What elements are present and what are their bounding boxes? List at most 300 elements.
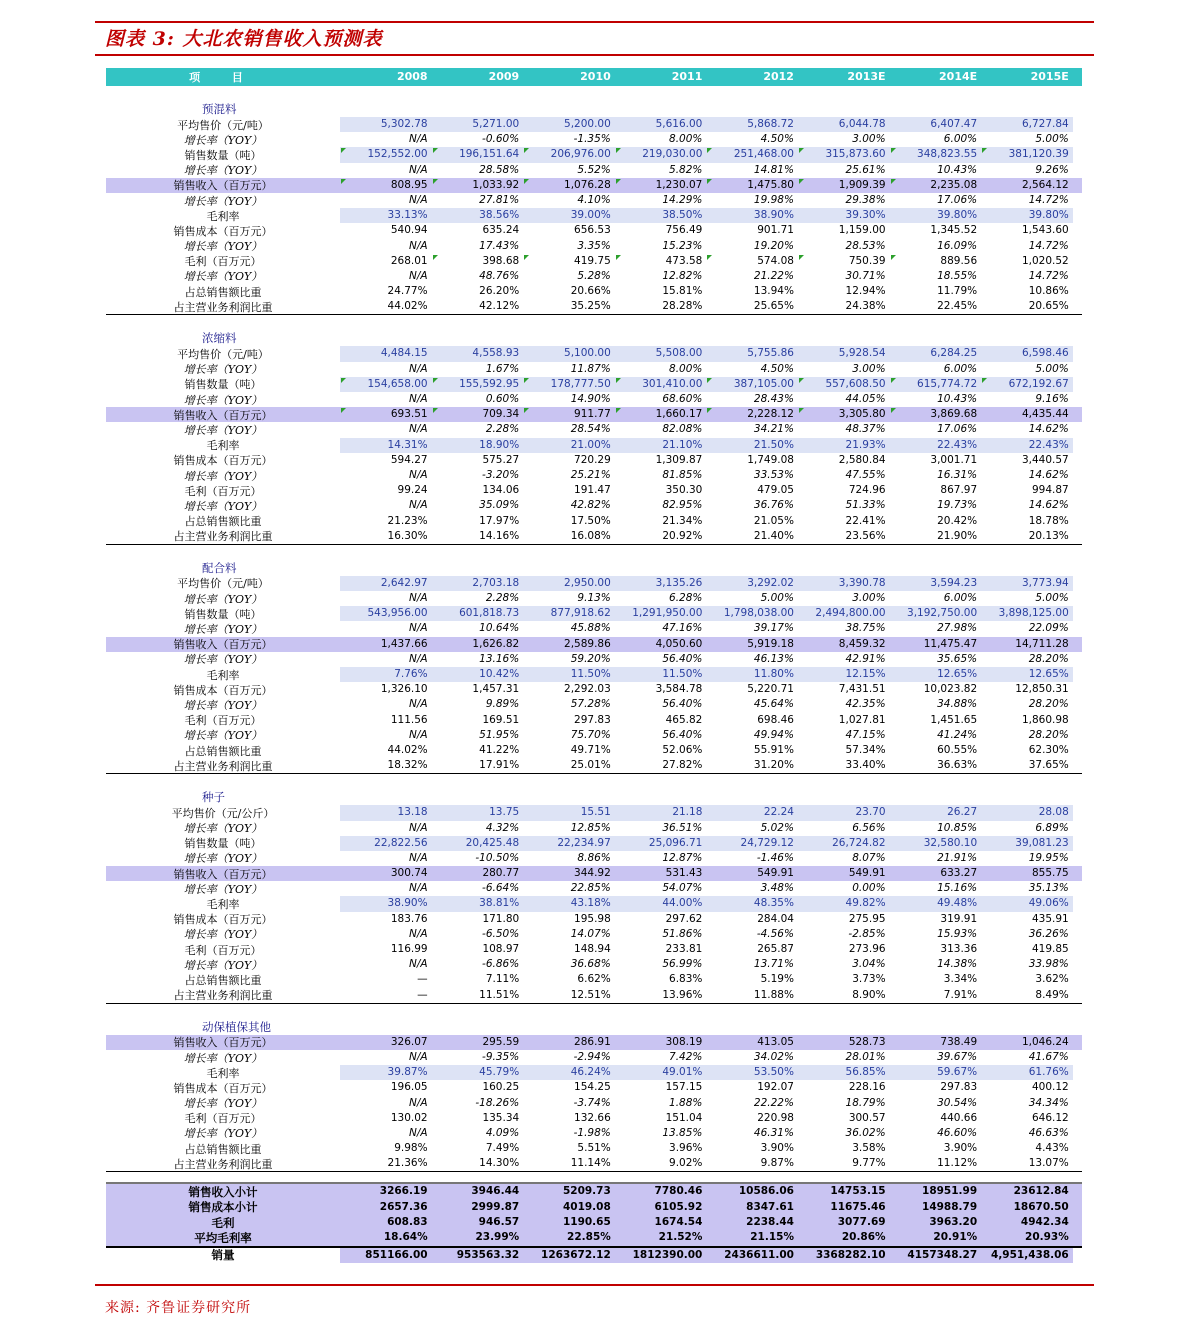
summary-cell: 1190.65 — [562, 1216, 611, 1229]
table-cell — [890, 851, 982, 866]
table-cell — [798, 254, 890, 269]
cell-value: 3.35% — [577, 239, 611, 252]
table-cell — [981, 407, 1073, 422]
table-cell — [432, 193, 524, 208]
table-cell — [981, 988, 1073, 1003]
table-cell — [706, 1096, 798, 1111]
table-cell — [706, 163, 798, 178]
table-cell — [340, 713, 432, 728]
table-cell — [798, 438, 890, 453]
table-cell — [432, 637, 524, 652]
cell-value: 4,484.15 — [380, 347, 428, 360]
cell-value: 59.20% — [570, 652, 611, 665]
cell-value: -1.35% — [573, 133, 611, 146]
table-cell — [615, 1141, 707, 1156]
table-cell — [615, 1126, 707, 1141]
row-label: 增长率（YOY） — [183, 469, 263, 483]
cell-value: N/A — [409, 1126, 428, 1139]
cell-value: 56.99% — [662, 958, 703, 971]
table-row — [106, 637, 1082, 652]
table-cell — [890, 942, 982, 957]
row-label: 占总销售额比重 — [184, 285, 262, 299]
table-cell — [340, 667, 432, 682]
cell-value: 17.91% — [479, 759, 520, 772]
table-cell — [798, 972, 890, 987]
cell-value: 21.05% — [753, 514, 794, 527]
cell-value: 14.62% — [1028, 468, 1069, 481]
cell-value: 219,030.00 — [642, 148, 703, 161]
cell-value: 25.65% — [753, 300, 794, 313]
cell-value: 28.20% — [1028, 698, 1069, 711]
table-row — [106, 957, 1082, 972]
cell-value: 2.28% — [485, 592, 520, 605]
table-row — [106, 407, 1082, 422]
cell-value: 171.80 — [482, 912, 520, 925]
table-cell — [615, 591, 707, 606]
cell-value: 9.98% — [394, 1142, 428, 1155]
cell-value: 9.87% — [760, 1157, 794, 1170]
table-cell — [981, 652, 1073, 667]
table-cell — [340, 1156, 432, 1171]
cell-value: N/A — [409, 239, 428, 252]
table-cell — [981, 1156, 1073, 1171]
table-cell — [981, 957, 1073, 972]
table-cell — [981, 362, 1073, 377]
table-cell — [432, 147, 524, 162]
table-cell — [340, 377, 432, 392]
table-cell — [706, 392, 798, 407]
row-label: 销售收入（百万元） — [173, 638, 273, 652]
table-cell — [981, 912, 1073, 927]
table-cell — [890, 1096, 982, 1111]
cell-value: 6.00% — [943, 133, 978, 146]
cell-value: 25.21% — [570, 468, 611, 481]
cell-value: 4.10% — [577, 193, 611, 206]
cell-value: 38.50% — [662, 209, 703, 222]
table-cell — [523, 239, 615, 254]
table-cell — [432, 178, 524, 193]
table-cell — [981, 606, 1073, 621]
cell-value: 6.00% — [943, 362, 978, 375]
cell-value: 14.16% — [479, 529, 520, 542]
table-cell — [340, 147, 432, 162]
cell-value: 1.67% — [485, 362, 520, 375]
cell-value: 1,230.07 — [655, 178, 703, 191]
table-row — [106, 498, 1082, 513]
table-cell — [890, 208, 982, 223]
table-cell — [523, 117, 615, 132]
table-cell — [981, 1096, 1073, 1111]
table-cell — [432, 896, 524, 911]
comment-flag-icon — [707, 148, 712, 153]
cell-value: 13.75 — [489, 806, 520, 819]
section-title: 动保植保其他 — [202, 1019, 271, 1034]
cell-value: 19.95% — [1028, 851, 1069, 864]
row-label: 增长率（YOY） — [183, 822, 263, 836]
table-cell — [340, 1035, 432, 1050]
comment-flag-icon — [341, 148, 346, 153]
table-cell — [798, 728, 890, 743]
cell-value: N/A — [409, 652, 428, 665]
table-cell — [706, 1126, 798, 1141]
cell-value: 3,440.57 — [1021, 453, 1069, 466]
cell-value: 646.12 — [1032, 1111, 1069, 1124]
table-cell — [981, 758, 1073, 773]
cell-value: N/A — [409, 269, 428, 282]
summary-cell: 3077.69 — [837, 1216, 886, 1229]
table-row — [106, 132, 1082, 147]
cell-value: 14.07% — [570, 927, 611, 940]
cell-value: -2.94% — [573, 1050, 611, 1063]
table-cell — [615, 132, 707, 147]
table-cell — [432, 621, 524, 636]
table-cell — [432, 697, 524, 712]
table-cell — [432, 346, 524, 361]
cell-value: 34.88% — [937, 698, 978, 711]
row-label: 平均售价（元/公斤） — [171, 806, 275, 820]
cell-value: 29.38% — [845, 193, 886, 206]
row-label: 平均售价（元/吨） — [177, 118, 269, 132]
bottom-rule — [95, 1284, 1094, 1286]
table-cell — [523, 927, 615, 942]
cell-value: 5,220.71 — [747, 683, 794, 696]
table-row — [106, 591, 1082, 606]
table-cell — [981, 223, 1073, 238]
summary-cell: 5209.73 — [562, 1185, 611, 1198]
table-cell — [615, 1065, 707, 1080]
cell-value: 4.43% — [1035, 1142, 1069, 1155]
table-cell — [890, 988, 982, 1003]
table-cell — [340, 682, 432, 697]
cell-value: N/A — [409, 362, 428, 375]
table-sections — [106, 86, 1082, 1172]
cell-value: 5.28% — [577, 269, 611, 282]
table-cell — [432, 866, 524, 881]
table-row — [106, 682, 1082, 697]
cell-value: 3,001.71 — [930, 453, 978, 466]
cell-value: 2,589.86 — [564, 637, 611, 650]
table-cell — [890, 239, 982, 254]
cell-value: 5,100.00 — [564, 347, 611, 360]
table-cell — [432, 576, 524, 591]
comment-flag-icon — [799, 378, 804, 383]
table-cell — [432, 498, 524, 513]
table-row — [106, 836, 1082, 851]
cell-value: 192.07 — [757, 1081, 794, 1094]
table-row — [106, 1111, 1082, 1126]
cell-value: N/A — [409, 927, 428, 940]
table-cell — [340, 132, 432, 147]
cell-value: 6.28% — [669, 592, 703, 605]
cell-value: 233.81 — [665, 943, 703, 955]
cell-value: 11.51% — [479, 988, 520, 1001]
cell-value: 12.82% — [662, 269, 703, 282]
cell-value: 21.90% — [937, 529, 978, 542]
cell-value: 2,292.03 — [564, 683, 611, 696]
summary-label: 毛利 — [211, 1215, 235, 1230]
table-row — [106, 667, 1082, 682]
cell-value: 33.53% — [753, 468, 794, 481]
cell-value: -9.35% — [482, 1050, 520, 1063]
cell-value: 8.00% — [669, 362, 703, 375]
cell-value: 2,703.18 — [472, 576, 520, 589]
cell-value: 47.16% — [662, 622, 703, 635]
cell-value: 315,873.60 — [825, 148, 886, 161]
cell-value: 42.82% — [570, 499, 611, 512]
table-cell — [706, 896, 798, 911]
table-cell — [523, 377, 615, 392]
summary-cell: 953563.32 — [432, 1248, 524, 1263]
table-cell — [523, 362, 615, 377]
row-label: 销售收入（百万元） — [173, 179, 273, 193]
cell-value: 34.34% — [1028, 1096, 1069, 1109]
cell-value: 5.00% — [1035, 592, 1069, 605]
table-row — [106, 392, 1082, 407]
summary-cell: 946.57 — [478, 1216, 520, 1229]
cell-value: 45.79% — [479, 1066, 520, 1079]
table-cell — [706, 697, 798, 712]
table-cell — [798, 407, 890, 422]
cell-value: 693.51 — [390, 408, 428, 421]
figure-title: 图表 3: 大北农销售收入预测表 — [105, 28, 383, 50]
table-row — [106, 346, 1082, 361]
cell-value: 39.00% — [570, 209, 611, 222]
table-cell — [798, 821, 890, 836]
cell-value: 26,724.82 — [832, 836, 886, 849]
cell-value: 183.76 — [390, 912, 428, 925]
table-cell — [798, 866, 890, 881]
cell-value: 8.90% — [852, 988, 886, 1001]
cell-value: 43.18% — [570, 897, 611, 910]
cell-value: 13.16% — [479, 652, 520, 665]
cell-value: 15.23% — [662, 239, 703, 252]
cell-value: 22.85% — [570, 882, 611, 895]
cell-value: 61.76% — [1028, 1066, 1069, 1079]
section-gap — [106, 86, 1082, 102]
table-cell — [523, 988, 615, 1003]
table-cell — [981, 821, 1073, 836]
cell-value: 34.21% — [753, 423, 794, 436]
table-cell — [432, 1141, 524, 1156]
row-label: 占主营业务利润比重 — [173, 300, 273, 314]
table-cell — [798, 1141, 890, 1156]
summary-cell: 23.99% — [475, 1231, 520, 1244]
table-cell — [798, 988, 890, 1003]
table-cell — [615, 529, 707, 544]
header-year: 2009 — [488, 70, 520, 83]
table-cell — [523, 637, 615, 652]
cell-value: 549.91 — [757, 867, 794, 880]
cell-value: 27.81% — [479, 193, 520, 206]
table-cell — [706, 483, 798, 498]
table-row — [106, 576, 1082, 591]
cell-value: 25.61% — [845, 163, 886, 176]
comment-flag-icon — [524, 255, 529, 260]
table-cell — [798, 299, 890, 314]
table-cell — [890, 1156, 982, 1171]
cell-value: 301,410.00 — [642, 377, 703, 390]
summary-cell: 6105.92 — [654, 1200, 703, 1213]
table-cell — [615, 453, 707, 468]
comment-flag-icon — [433, 378, 438, 383]
cell-value: 47.55% — [845, 468, 886, 481]
table-row — [106, 866, 1082, 881]
cell-value: 57.28% — [570, 698, 611, 711]
table-cell — [798, 1126, 890, 1141]
cell-value: 14.31% — [387, 438, 428, 451]
cell-value: 9.02% — [669, 1157, 703, 1170]
cell-value: 55.91% — [753, 743, 794, 756]
cell-value: 419.85 — [1032, 943, 1069, 955]
row-label: 销售数量（吨） — [184, 148, 262, 162]
cell-value: 82.95% — [662, 499, 703, 512]
row-label: 增长率（YOY） — [183, 423, 263, 437]
cell-value: 18.78% — [1028, 514, 1069, 527]
cell-value: 12.94% — [845, 285, 886, 298]
table-cell — [340, 743, 432, 758]
cell-value: 56.40% — [662, 698, 703, 711]
cell-value: 39.17% — [753, 622, 794, 635]
row-label: 毛利率 — [206, 1066, 240, 1080]
table-cell — [981, 927, 1073, 942]
table-cell — [432, 667, 524, 682]
table-cell — [432, 957, 524, 972]
cell-value: 56.40% — [662, 728, 703, 741]
cell-value: 22.45% — [937, 300, 978, 313]
cell-value: 41.22% — [479, 743, 520, 756]
header-year: 2015E — [1030, 70, 1069, 83]
cell-value: 387,105.00 — [733, 377, 794, 390]
table-cell — [615, 667, 707, 682]
cell-value: 5.00% — [1035, 362, 1069, 375]
cell-value: 36.63% — [937, 759, 978, 772]
table-cell — [890, 728, 982, 743]
cell-value: 1,626.82 — [472, 637, 520, 650]
cell-value: 1,437.66 — [380, 637, 428, 650]
cell-value: 10.43% — [937, 393, 978, 405]
table-cell — [890, 896, 982, 911]
table-row — [106, 821, 1082, 836]
summary-cell: 2238.44 — [746, 1216, 794, 1229]
table-cell — [523, 392, 615, 407]
table-cell — [981, 1035, 1073, 1050]
table-cell — [706, 284, 798, 299]
table-row — [106, 621, 1082, 636]
table-cell — [981, 346, 1073, 361]
table-cell — [890, 147, 982, 162]
table-cell — [798, 223, 890, 238]
row-label: 增长率（YOY） — [183, 1097, 263, 1111]
cell-value: 206,976.00 — [550, 148, 611, 161]
cell-value: 419.75 — [574, 254, 611, 267]
table-row — [106, 483, 1082, 498]
cell-value: 196,151.64 — [459, 148, 520, 161]
cell-value: N/A — [409, 133, 428, 146]
cell-value: 5,919.18 — [747, 637, 794, 650]
comment-flag-icon — [891, 255, 896, 260]
row-label: 毛利率 — [206, 209, 240, 223]
table-cell — [432, 438, 524, 453]
summary-cell: 20.93% — [1025, 1231, 1069, 1244]
table-cell — [798, 284, 890, 299]
table-cell — [615, 178, 707, 193]
cell-value: 10.86% — [1028, 285, 1069, 298]
table-cell — [615, 637, 707, 652]
summary-cell: 11675.46 — [830, 1200, 886, 1213]
table-cell — [706, 988, 798, 1003]
cell-value: 60.55% — [937, 743, 978, 756]
table-cell — [340, 1141, 432, 1156]
table-cell — [890, 836, 982, 851]
table-cell — [890, 637, 982, 652]
table-cell — [523, 972, 615, 987]
table-cell — [615, 957, 707, 972]
cell-value: N/A — [409, 698, 428, 711]
cell-value: 2,235.08 — [930, 178, 978, 191]
cell-value: 901.71 — [757, 224, 794, 237]
table-cell — [890, 223, 982, 238]
cell-value: -6.64% — [482, 882, 520, 895]
cell-value: 400.12 — [1032, 1081, 1069, 1094]
cell-value: 0.00% — [852, 882, 886, 895]
table-cell — [340, 912, 432, 927]
table-cell — [615, 269, 707, 284]
table-cell — [981, 483, 1073, 498]
table-cell — [706, 942, 798, 957]
table-cell — [981, 1065, 1073, 1080]
table-cell — [981, 591, 1073, 606]
cell-value: N/A — [409, 851, 428, 864]
cell-value: 1,749.08 — [747, 453, 794, 466]
table-cell — [432, 422, 524, 437]
table-cell — [523, 743, 615, 758]
table-cell — [981, 208, 1073, 223]
cell-value: 44.02% — [387, 743, 428, 756]
cell-value: 633.27 — [940, 867, 978, 880]
row-label: 增长率（YOY） — [183, 623, 263, 637]
cell-value: 9.13% — [577, 592, 611, 605]
cell-value: 3,135.26 — [655, 576, 703, 589]
table-cell — [798, 239, 890, 254]
table-cell — [706, 637, 798, 652]
table-cell — [432, 1126, 524, 1141]
table-cell — [615, 1156, 707, 1171]
cell-value: 28.20% — [1028, 652, 1069, 665]
table-cell — [523, 284, 615, 299]
table-cell — [798, 896, 890, 911]
cell-value: 42.12% — [479, 300, 520, 313]
table-cell — [340, 821, 432, 836]
cell-value: 23.56% — [845, 529, 886, 542]
table-cell — [706, 1080, 798, 1095]
cell-value: 14.72% — [1028, 239, 1069, 252]
table-cell — [340, 728, 432, 743]
comment-flag-icon — [982, 148, 987, 153]
cell-value: 46.31% — [753, 1126, 794, 1139]
cell-value: 10.43% — [937, 163, 978, 176]
table-cell — [523, 652, 615, 667]
cell-value: 5.00% — [1035, 133, 1069, 146]
table-cell — [340, 957, 432, 972]
table-row — [106, 284, 1082, 299]
row-label: 销售成本（百万元） — [173, 683, 273, 697]
table-cell — [340, 896, 432, 911]
cell-value: 17.06% — [937, 423, 978, 436]
cell-value: 1,033.92 — [472, 178, 520, 191]
comment-flag-icon — [707, 179, 712, 184]
row-label: 销售收入（百万元） — [173, 867, 273, 881]
table-cell — [432, 1156, 524, 1171]
